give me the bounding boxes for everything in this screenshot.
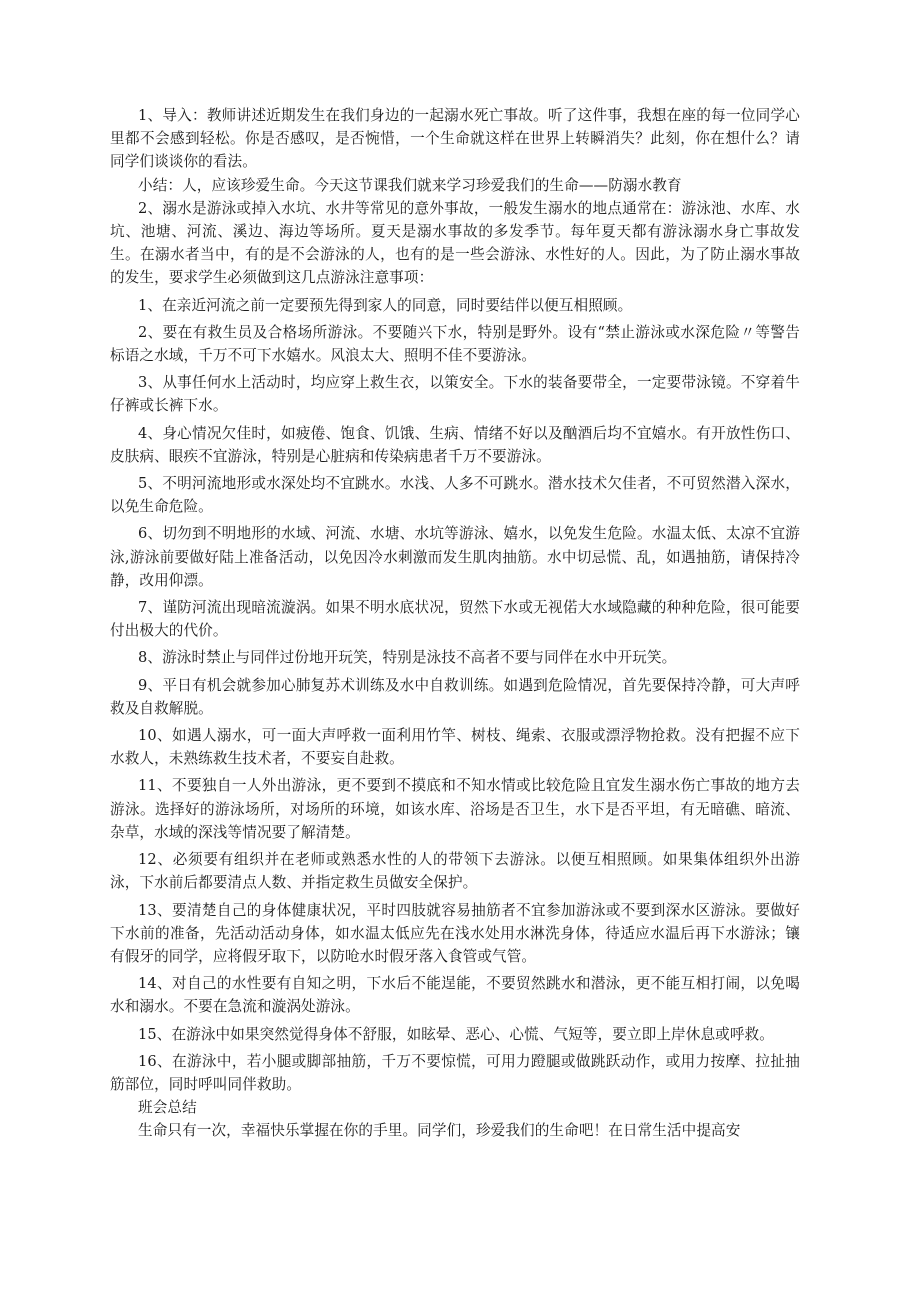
rule-item-9: 9、平日有机会就参加心肺复苏术训练及水中自救训练。如遇到危险情况，首先要保持冷静，可大声呼救及自救解脱。 [110,676,800,717]
paragraph-summary: 小结：人，应该珍爱生命。今天这节课我们就来学习珍爱我们的生命——防溺水教育 [138,176,682,194]
rule-item-12: 12、必须要有组织并在老师或熟悉水性的人的带领下去游泳。以便互相照顾。如果集体组织外出游泳，下水前后都要清点人数、并指定救生员做安全保护。 [110,851,800,892]
rule-item-4: 4、身心情况欠佳时，如疲倦、饱食、饥饿、生病、情绪不好以及酗酒后均不宜嬉水。有开放性伤口、皮肤病、眼疾不宜游泳，特别是心脏病和传染病患者千万不要游泳。 [110,424,800,465]
rule-item-6: 6、切勿到不明地形的水域、河流、水塘、水坑等游泳、嬉水，以免发生危险。水温太低、太凉不宜游泳,游泳前要做好陆上准备活动，以免因冷水刺激而发生肌肉抽筋。水中切忌慌、乱，如遇抽筋，请保持冷静，改用仰漂。 [110,525,800,589]
paragraph-drowning-overview: 2、溺水是游泳或掉入水坑、水井等常见的意外事故，一般发生溺水的地点通常在：游泳池、水库、水坑、池塘、河流、溪边、海边等场所。夏天是溺水事故的多发季节。每年夏天都有游泳溺水身亡事故发生。在溺水者当中，有的是不会游泳的人，也有的是一些会游泳、水性好的人。因此，为了防止溺水事故的发生，要求学生必须做到这几点游泳注意事项： [110,199,800,287]
rule-item-14: 14、对自己的水性要有自知之明，下水后不能逞能，不要贸然跳水和潜泳，更不能互相打闹，以免喝水和溺水。不要在急流和漩涡处游泳。 [110,975,800,1016]
paragraph-intro: 1、导入：教师讲述近期发生在我们身边的一起溺水死亡事故。听了这件事，我想在座的每一位同学心里都不会感到轻松。你是否感叹，是否惋惜，一个生命就这样在世界上转瞬消失？此刻，你在想什么？请同学们谈谈你的看法。 [110,107,800,171]
rule-item-5: 5、不明河流地形或水深处均不宜跳水。水浅、人多不可跳水。潜水技术欠佳者，不可贸然潜入深水，以免生命危险。 [110,475,800,516]
document-page [110,104,800,1143]
paragraph-closing: 生命只有一次，幸福快乐掌握在你的手里。同学们，珍爱我们的生命吧！在日常生活中提高安 [138,1122,741,1140]
rule-item-7: 7、谨防河流出现暗流漩涡。如果不明水底状况，贸然下水或无视偌大水域隐藏的种种危险，很可能要付出极大的代价。 [110,599,800,640]
rule-item-2: 2、要在有救生员及合格场所游泳。不要随兴下水，特别是野外。设有“禁止游泳或水深危险〃等警告标语之水域，千万不可下水嬉水。风浪太大、照明不佳不要游泳。 [110,323,800,365]
section-heading-summary: 班会总结 [138,1099,197,1117]
rule-item-13: 13、要清楚自己的身体健康状况，平时四肢就容易抽筋者不宜参加游泳或不要到深水区游泳。要做好下水前的准备，先活动活动身体，如水温太低应先在浅水处用水淋洗身体，待适应水温后再下水游泳；镶有假牙的同学，应将假牙取下，以防呛水时假牙落入食管或气管。 [110,901,800,965]
rule-item-15: 15、在游泳中如果突然觉得身体不舒服，如眩晕、恶心、心慌、气短等，要立即上岸休息或呼救。 [138,1025,774,1043]
rule-item-11: 11、不要独自一人外出游泳，更不要到不摸底和不知水情或比较危险且宜发生溺水伤亡事故的地方去游泳。选择好的游泳场所，对场所的环境，如该水库、浴场是否卫生，水下是否平坦，有无暗礁、暗流、杂草，水域的深浅等情况要了解清楚。 [110,777,800,841]
rule-item-16: 16、在游泳中，若小腿或脚部抽筋，千万不要惊慌，可用力蹬腿或做跳跃动作，或用力按摩、拉扯抽筋部位，同时呼叫同伴救助。 [110,1052,800,1093]
rule-item-10: 10、如遇人溺水，可一面大声呼救一面利用竹竿、树枝、绳索、衣服或漂浮物抢救。没有把握不应下水救人，未熟练救生技术者，不要妄自赴救。 [110,727,800,768]
rule-item-8: 8、游泳时禁止与同伴过份地开玩笑，特别是泳技不高者不要与同伴在水中开玩笑。 [138,649,677,667]
rule-item-1: 1、在亲近河流之前一定要预先得到家人的同意，同时要结伴以便互相照顾。 [138,296,633,314]
rule-item-3: 3、从事任何水上活动时，均应穿上救生衣，以策安全。下水的装备要带全，一定要带泳镜。不穿着牛仔裤或长裤下水。 [110,374,800,415]
